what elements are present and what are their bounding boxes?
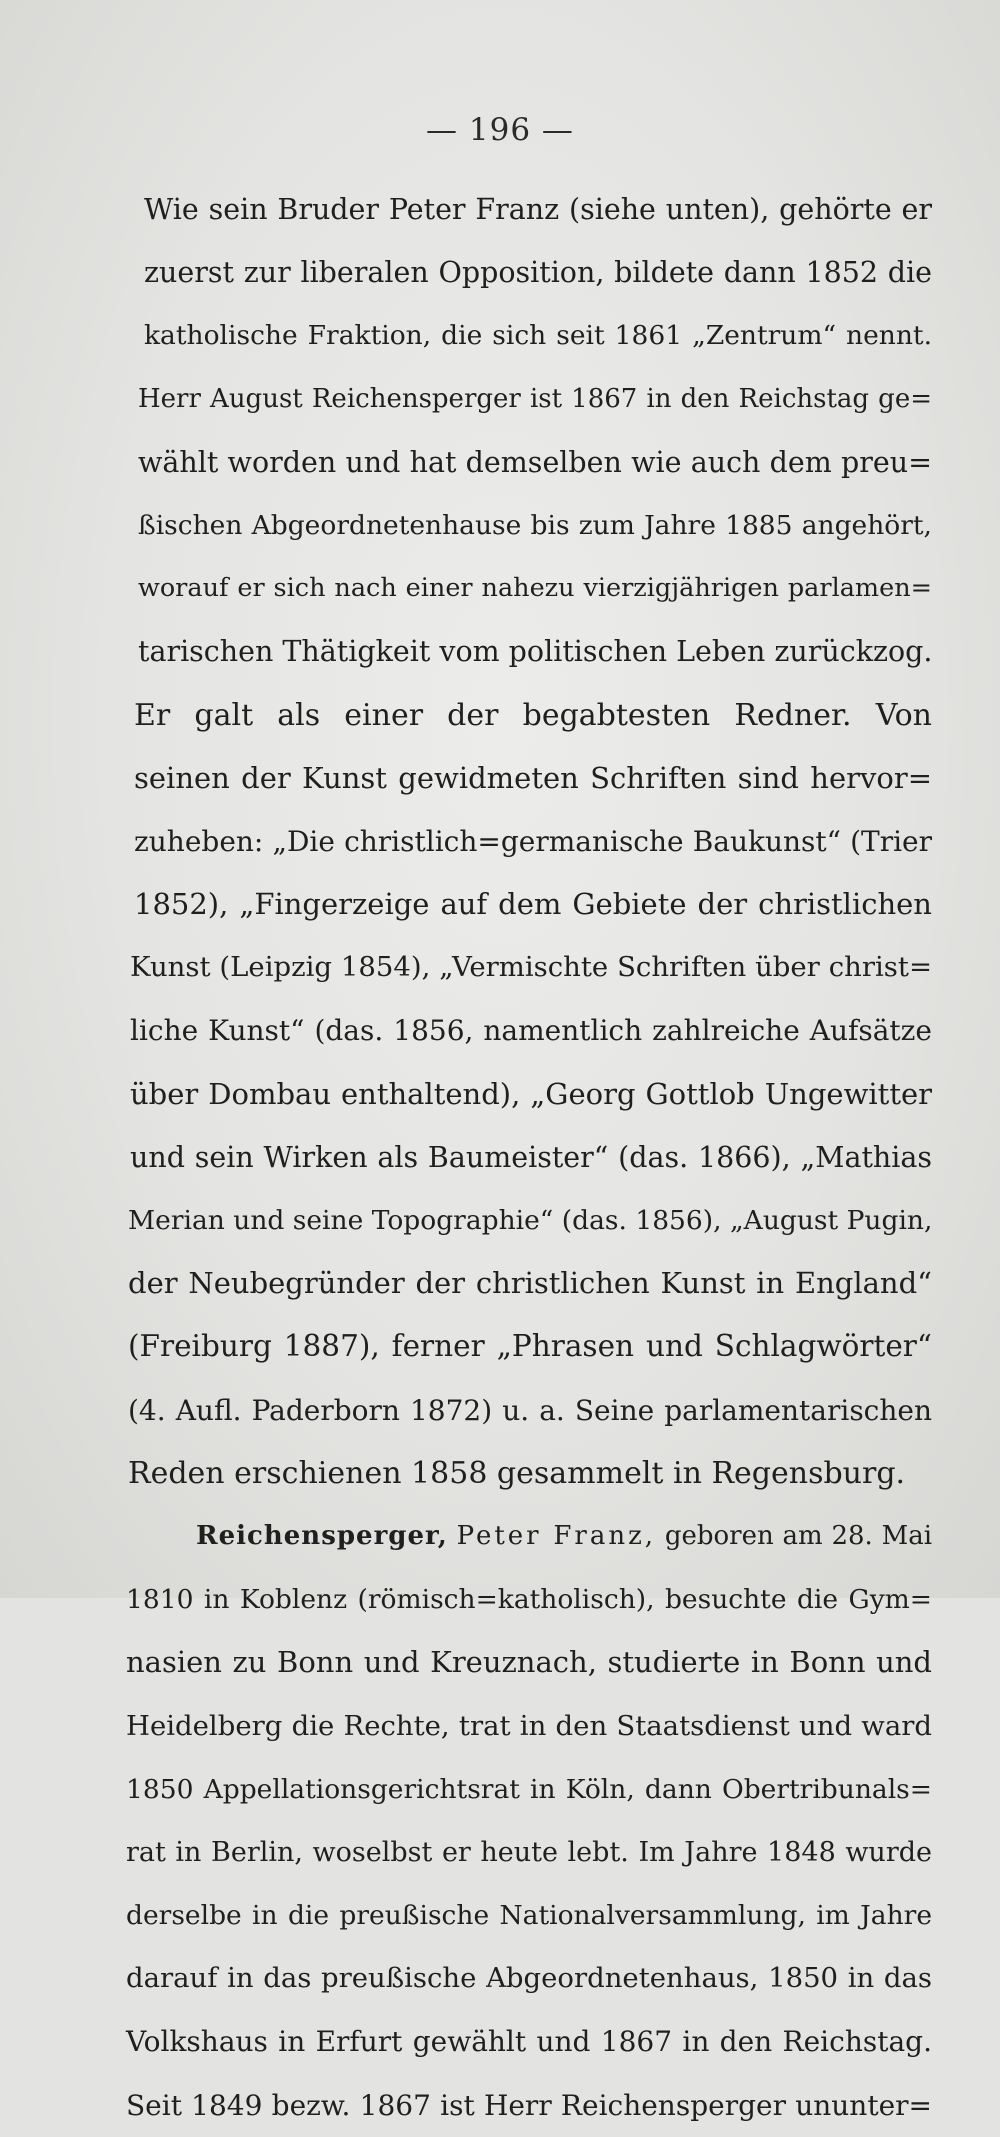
text-line: 1810 in Koblenz (römisch=katholisch), besuchte die Gym= — [126, 1584, 932, 1616]
text-line: der Neubegründer der christlichen Kunst in England“ — [128, 1266, 932, 1301]
text-line: 1850 Appellationsgerichtsrat in Köln, dann Obertribunals= — [126, 1773, 932, 1805]
text-line: zuerst zur liberalen Opposition, bildete dann 1852 die — [144, 256, 932, 290]
text-line: Volkshaus in Erfurt gewählt und 1867 in den Reichstag. — [126, 2025, 932, 2059]
text-line: seinen der Kunst gewidmeten Schriften sind hervor= — [134, 760, 932, 795]
text-line: darauf in das preußische Abgeordnetenhaus, 1850 in das — [126, 1962, 932, 1995]
entry-heading-line — [124, 1505, 932, 1568]
page-number: — 196 — — [426, 112, 574, 148]
text-line: wählt worden und hat demselben wie auch dem preu= — [138, 445, 932, 479]
text-line: 1852), „Fingerzeige auf dem Gebiete der christlichen — [134, 887, 932, 922]
text-line: worauf er sich nach einer nahezu vierzigjährigen parlamen= — [138, 573, 932, 604]
text-line-rest: geboren am 28. Mai — [664, 1520, 933, 1551]
text-line: katholische Fraktion, die sich seit 1861 „Zentrum“ nennt. — [144, 320, 932, 352]
text-line: tarischen Thätigkeit vom politischen Leben zurückzog. — [138, 635, 933, 669]
entry-surname: Reichensperger, — [196, 1520, 448, 1551]
text-line: (4. Aufl. Paderborn 1872) u. a. Seine parlamentarischen — [128, 1393, 932, 1427]
text-line: Reden erschienen 1858 gesammelt in Regensburg. — [128, 1455, 906, 1491]
text-line: Er galt als einer der begabtesten Redner. Von — [134, 697, 932, 733]
text-line: rat in Berlin, woselbst er heute lebt. Im Jahre 1848 wurde — [126, 1836, 932, 1868]
text-line: über Dombau enthaltend), „Georg Gottlob Ungewitter — [130, 1076, 932, 1111]
text-line: Merian und seine Topographie“ (das. 1856), „August Pugin, — [128, 1205, 933, 1236]
text-line: und sein Wirken als Baumeister“ (das. 1866), „Mathias — [130, 1140, 932, 1174]
text-line: ßischen Abgeordnetenhause bis zum Jahre 1885 angehört, — [138, 509, 932, 541]
entry-given-names: Peter Franz, — [456, 1520, 657, 1551]
text-line: (Freiburg 1887), ferner „Phrasen und Schlagwörter“ — [128, 1329, 932, 1364]
text-line: Heidelberg die Rechte, trat in den Staatsdienst und ward — [126, 1709, 932, 1742]
text-line: zuheben: „Die christlich=germanische Baukunst“ (Trier — [134, 824, 932, 858]
text-line: Herr August Reichensperger ist 1867 in den Reichstag ge= — [138, 383, 932, 414]
text-line: liche Kunst“ (das. 1856, namentlich zahlreiche Aufsätze — [130, 1014, 932, 1048]
text-line: Wie sein Bruder Peter Franz (siehe unten), gehörte er — [144, 193, 932, 226]
text-line: Seit 1849 bezw. 1867 ist Herr Reichensperger ununter= — [126, 2088, 932, 2122]
text-line: Kunst (Leipzig 1854), „Vermischte Schriften über christ= — [130, 951, 932, 984]
text-line: derselbe in die preußische Nationalversammlung, im Jahre — [126, 1900, 932, 1932]
body-text — [124, 178, 932, 2137]
text-line: nasien zu Bonn und Kreuznach, studierte in Bonn und — [126, 1645, 932, 1680]
